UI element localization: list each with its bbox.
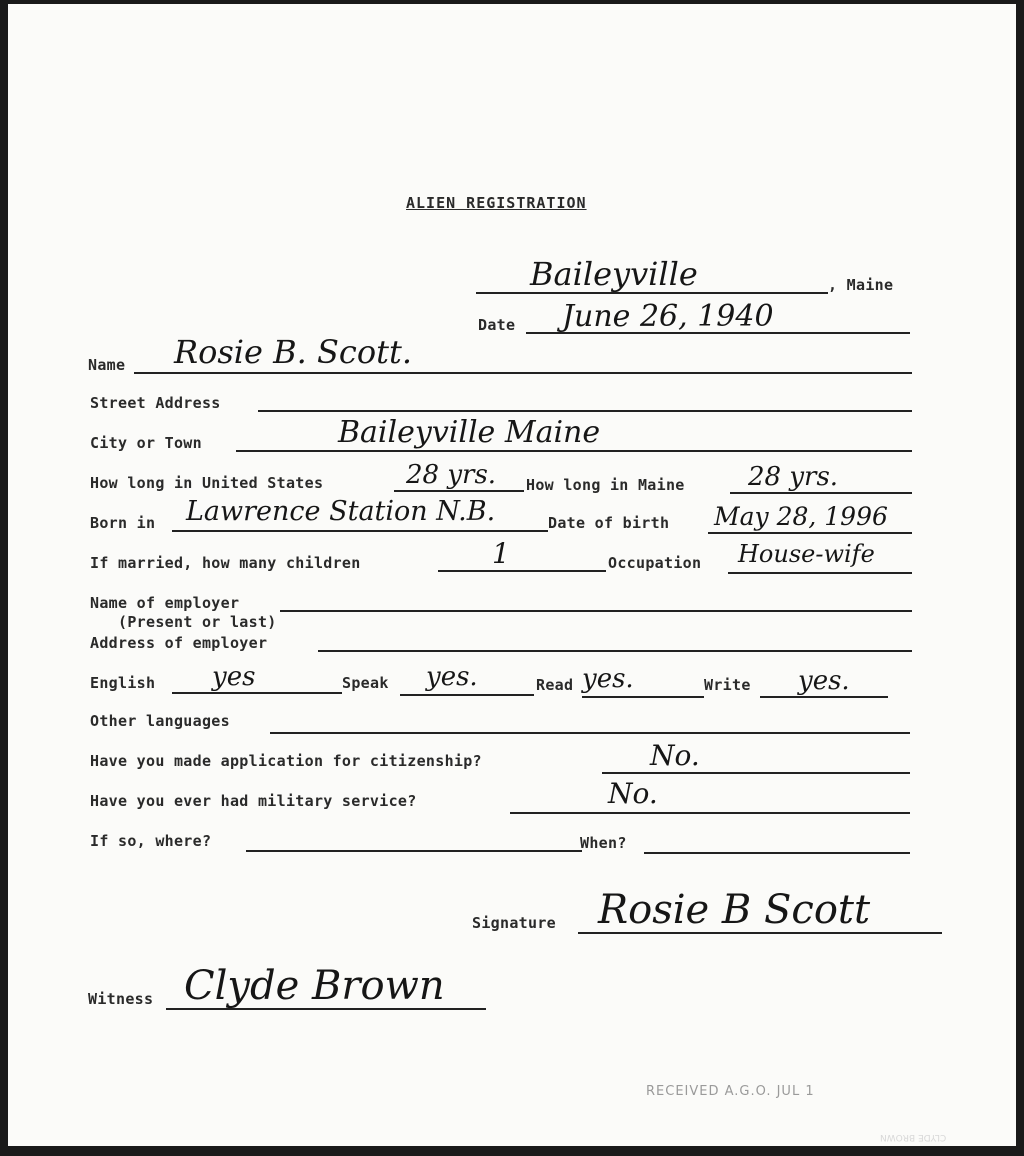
citizenship-line — [602, 772, 910, 774]
born-in-entry: Lawrence Station N.B. — [186, 496, 496, 527]
citizenship-entry: No. — [650, 739, 700, 772]
years-us-line — [394, 490, 524, 492]
city-line — [236, 450, 912, 452]
occupation-line — [728, 572, 912, 574]
employer-address-label: Address of employer — [90, 634, 268, 652]
write-line — [760, 696, 888, 698]
employer-label: Name of employer — [90, 594, 240, 612]
city-entry: Baileyville Maine — [338, 415, 601, 450]
witness-line — [166, 1008, 486, 1010]
when-label: When? — [580, 834, 627, 852]
date-entry: June 26, 1940 — [562, 299, 774, 334]
when-line — [644, 852, 910, 854]
write-entry: yes. — [798, 666, 850, 696]
registration-form — [8, 4, 1016, 1146]
military-entry: No. — [608, 777, 658, 810]
born-in-line — [172, 530, 548, 532]
speak-entry: yes. — [426, 662, 478, 692]
witness-entry: Clyde Brown — [184, 963, 445, 1009]
other-languages-label: Other languages — [90, 712, 230, 730]
dob-label: Date of birth — [548, 514, 670, 532]
corner-mark: CLYDE BROWN — [880, 1132, 947, 1142]
witness-label: Witness — [88, 990, 154, 1008]
signature-label: Signature — [472, 914, 556, 932]
married-label: If married, how many children — [90, 554, 361, 572]
years-maine-line — [730, 492, 912, 494]
town-entry: Baileyville — [530, 255, 698, 293]
citizenship-label: Have you made application for citizenship? — [90, 752, 482, 770]
employer-sub-label: (Present or last) — [118, 613, 277, 631]
occupation-entry: House-wife — [738, 540, 875, 568]
dob-line — [708, 532, 912, 534]
born-in-label: Born in — [90, 514, 156, 532]
employer-line — [280, 610, 912, 612]
children-line — [438, 570, 606, 572]
name-entry: Rosie B. Scott. — [174, 333, 412, 371]
read-line — [582, 696, 704, 698]
signature-line — [578, 932, 942, 934]
date-label: Date — [478, 316, 516, 334]
name-label: Name — [88, 356, 126, 374]
city-label: City or Town — [90, 434, 202, 452]
speak-label: Speak — [342, 674, 389, 692]
where-line — [246, 850, 582, 852]
how-long-maine-label: How long in Maine — [526, 476, 685, 494]
read-label: Read — [536, 676, 574, 694]
write-label: Write — [704, 676, 751, 694]
date-line — [526, 332, 910, 334]
years-maine-entry: 28 yrs. — [748, 462, 839, 492]
signature-entry: Rosie B Scott — [598, 887, 871, 933]
military-label: Have you ever had military service? — [90, 792, 417, 810]
other-languages-line — [270, 732, 910, 734]
street-label: Street Address — [90, 394, 221, 412]
english-entry: yes — [212, 662, 256, 692]
dob-entry: May 28, 1996 — [714, 502, 888, 531]
military-line — [510, 812, 910, 814]
read-entry: yes. — [582, 664, 634, 694]
town-line — [476, 292, 828, 294]
occupation-label: Occupation — [608, 554, 702, 572]
years-us-entry: 28 yrs. — [406, 460, 497, 490]
english-label: English — [90, 674, 156, 692]
english-line — [172, 692, 342, 694]
speak-line — [400, 694, 534, 696]
street-line — [258, 410, 912, 412]
form-title: ALIEN REGISTRATION — [406, 194, 587, 212]
how-long-us-label: How long in United States — [90, 474, 324, 492]
children-entry: 1 — [492, 537, 510, 570]
received-stamp: RECEIVED A.G.O. JUL 1 — [646, 1084, 815, 1099]
where-label: If so, where? — [90, 832, 212, 850]
name-line — [134, 372, 912, 374]
employer-address-line — [318, 650, 912, 652]
state-label: , Maine — [828, 276, 894, 294]
